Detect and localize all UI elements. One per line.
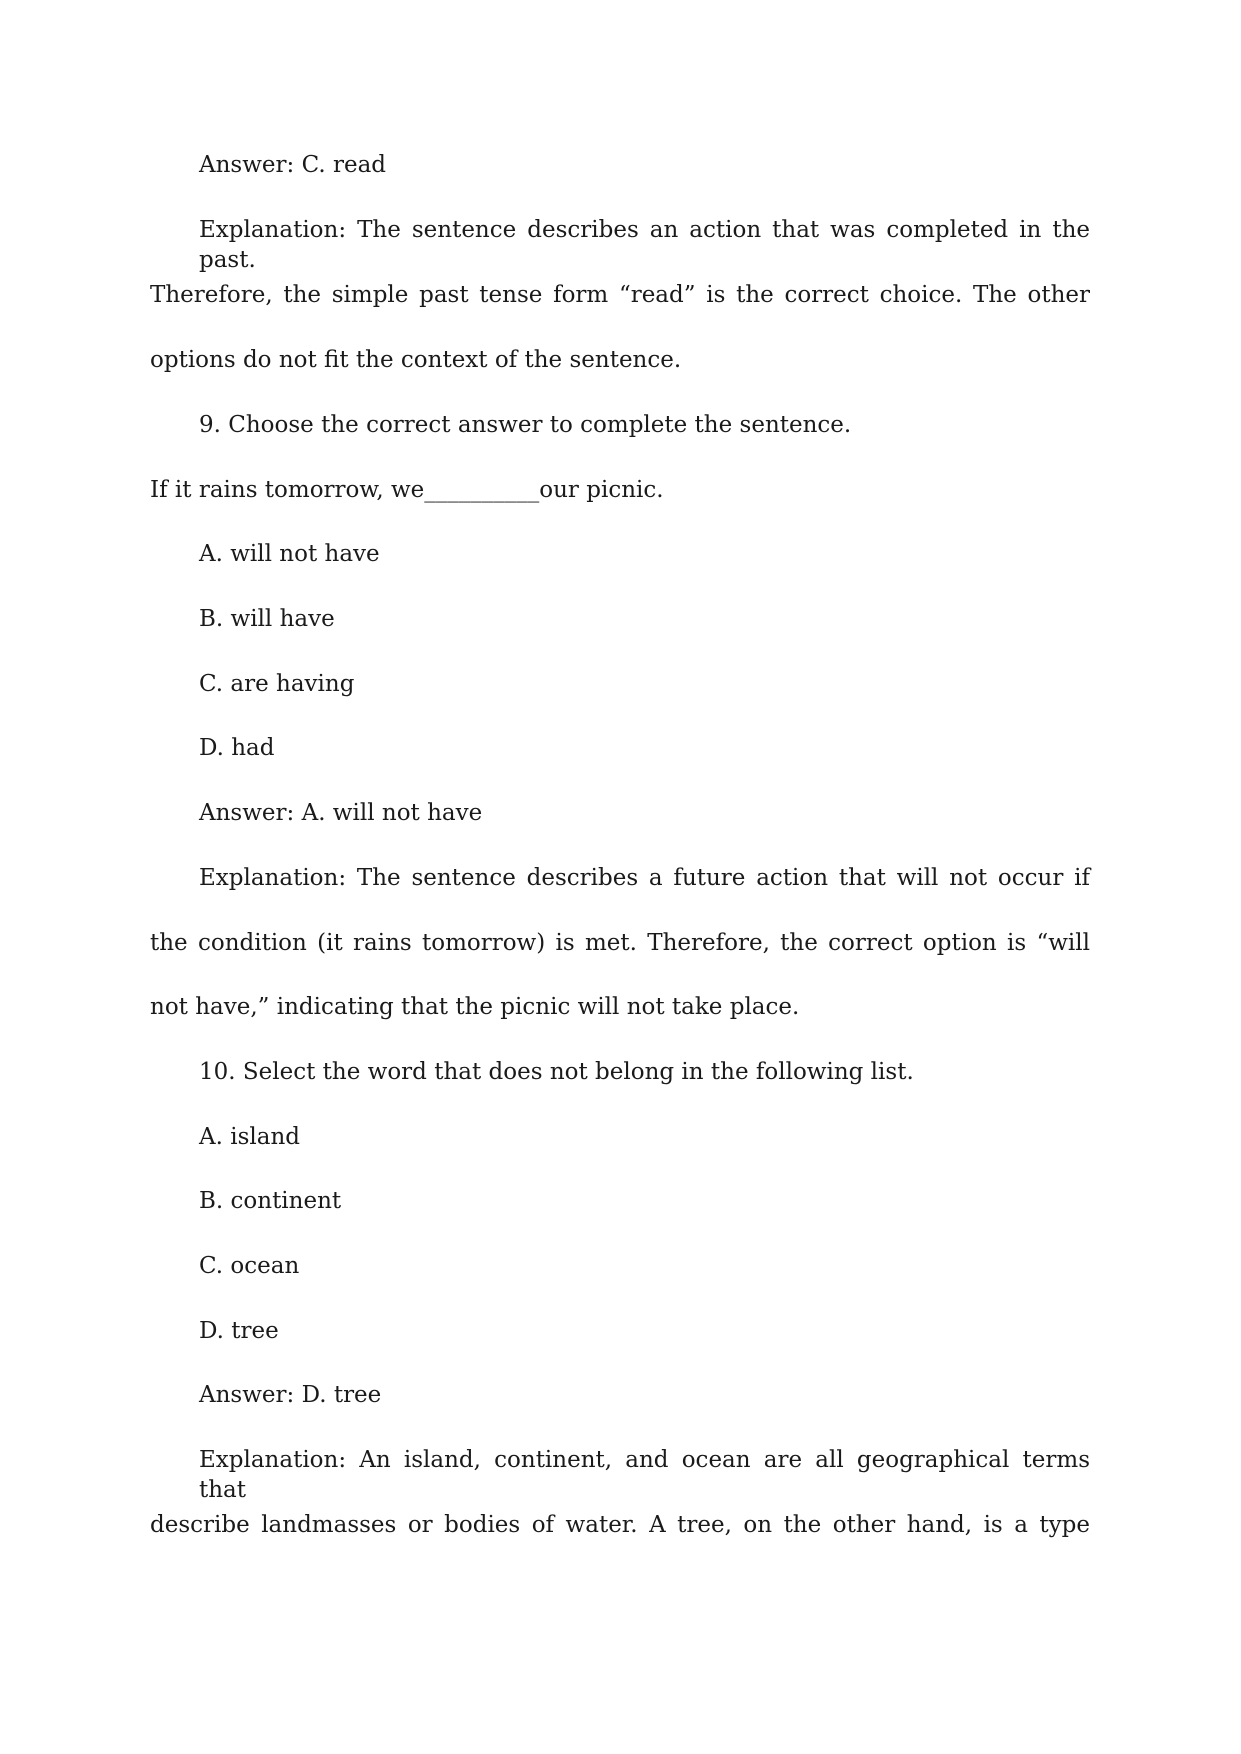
q10-answer: Answer: D. tree [199,1382,382,1408]
q9-option-d: D. had [199,735,275,761]
q9-prompt: 9. Choose the correct answer to complete the sentence. [199,412,852,438]
q10-prompt: 10. Select the word that does not belong in the following list. [199,1059,914,1085]
q8-explanation-line-1: Explanation: The sentence describes an action that was completed in the past. [199,217,1090,273]
q9-explanation-line-3: not have,” indicating that the picnic will not take place. [150,994,800,1020]
q10-option-d: D. tree [199,1318,279,1344]
q9-option-a: A. will not have [199,541,380,567]
q10-explanation-line-2: describe landmasses or bodies of water. A tree, on the other hand, is a type [150,1512,1090,1538]
q10-option-b: B. continent [199,1188,342,1214]
q10-option-c: C. ocean [199,1253,300,1279]
q8-answer: Answer: C. read [199,152,387,178]
q9-answer: Answer: A. will not have [199,800,483,826]
q9-sentence: If it rains tomorrow, we__________our picnic. [150,477,664,503]
q8-explanation-line-2: Therefore, the simple past tense form “read” is the correct choice. The other [150,282,1090,308]
q9-explanation-line-1: Explanation: The sentence describes a future action that will not occur if [199,865,1090,891]
q10-option-a: A. island [199,1124,300,1150]
q9-option-b: B. will have [199,606,335,632]
q10-explanation-line-1: Explanation: An island, continent, and ocean are all geographical terms that [199,1447,1090,1503]
q9-explanation-line-2: the condition (it rains tomorrow) is met. Therefore, the correct option is “will [150,930,1090,956]
q9-option-c: C. are having [199,671,355,697]
q8-explanation-line-3: options do not fit the context of the sentence. [150,347,682,373]
